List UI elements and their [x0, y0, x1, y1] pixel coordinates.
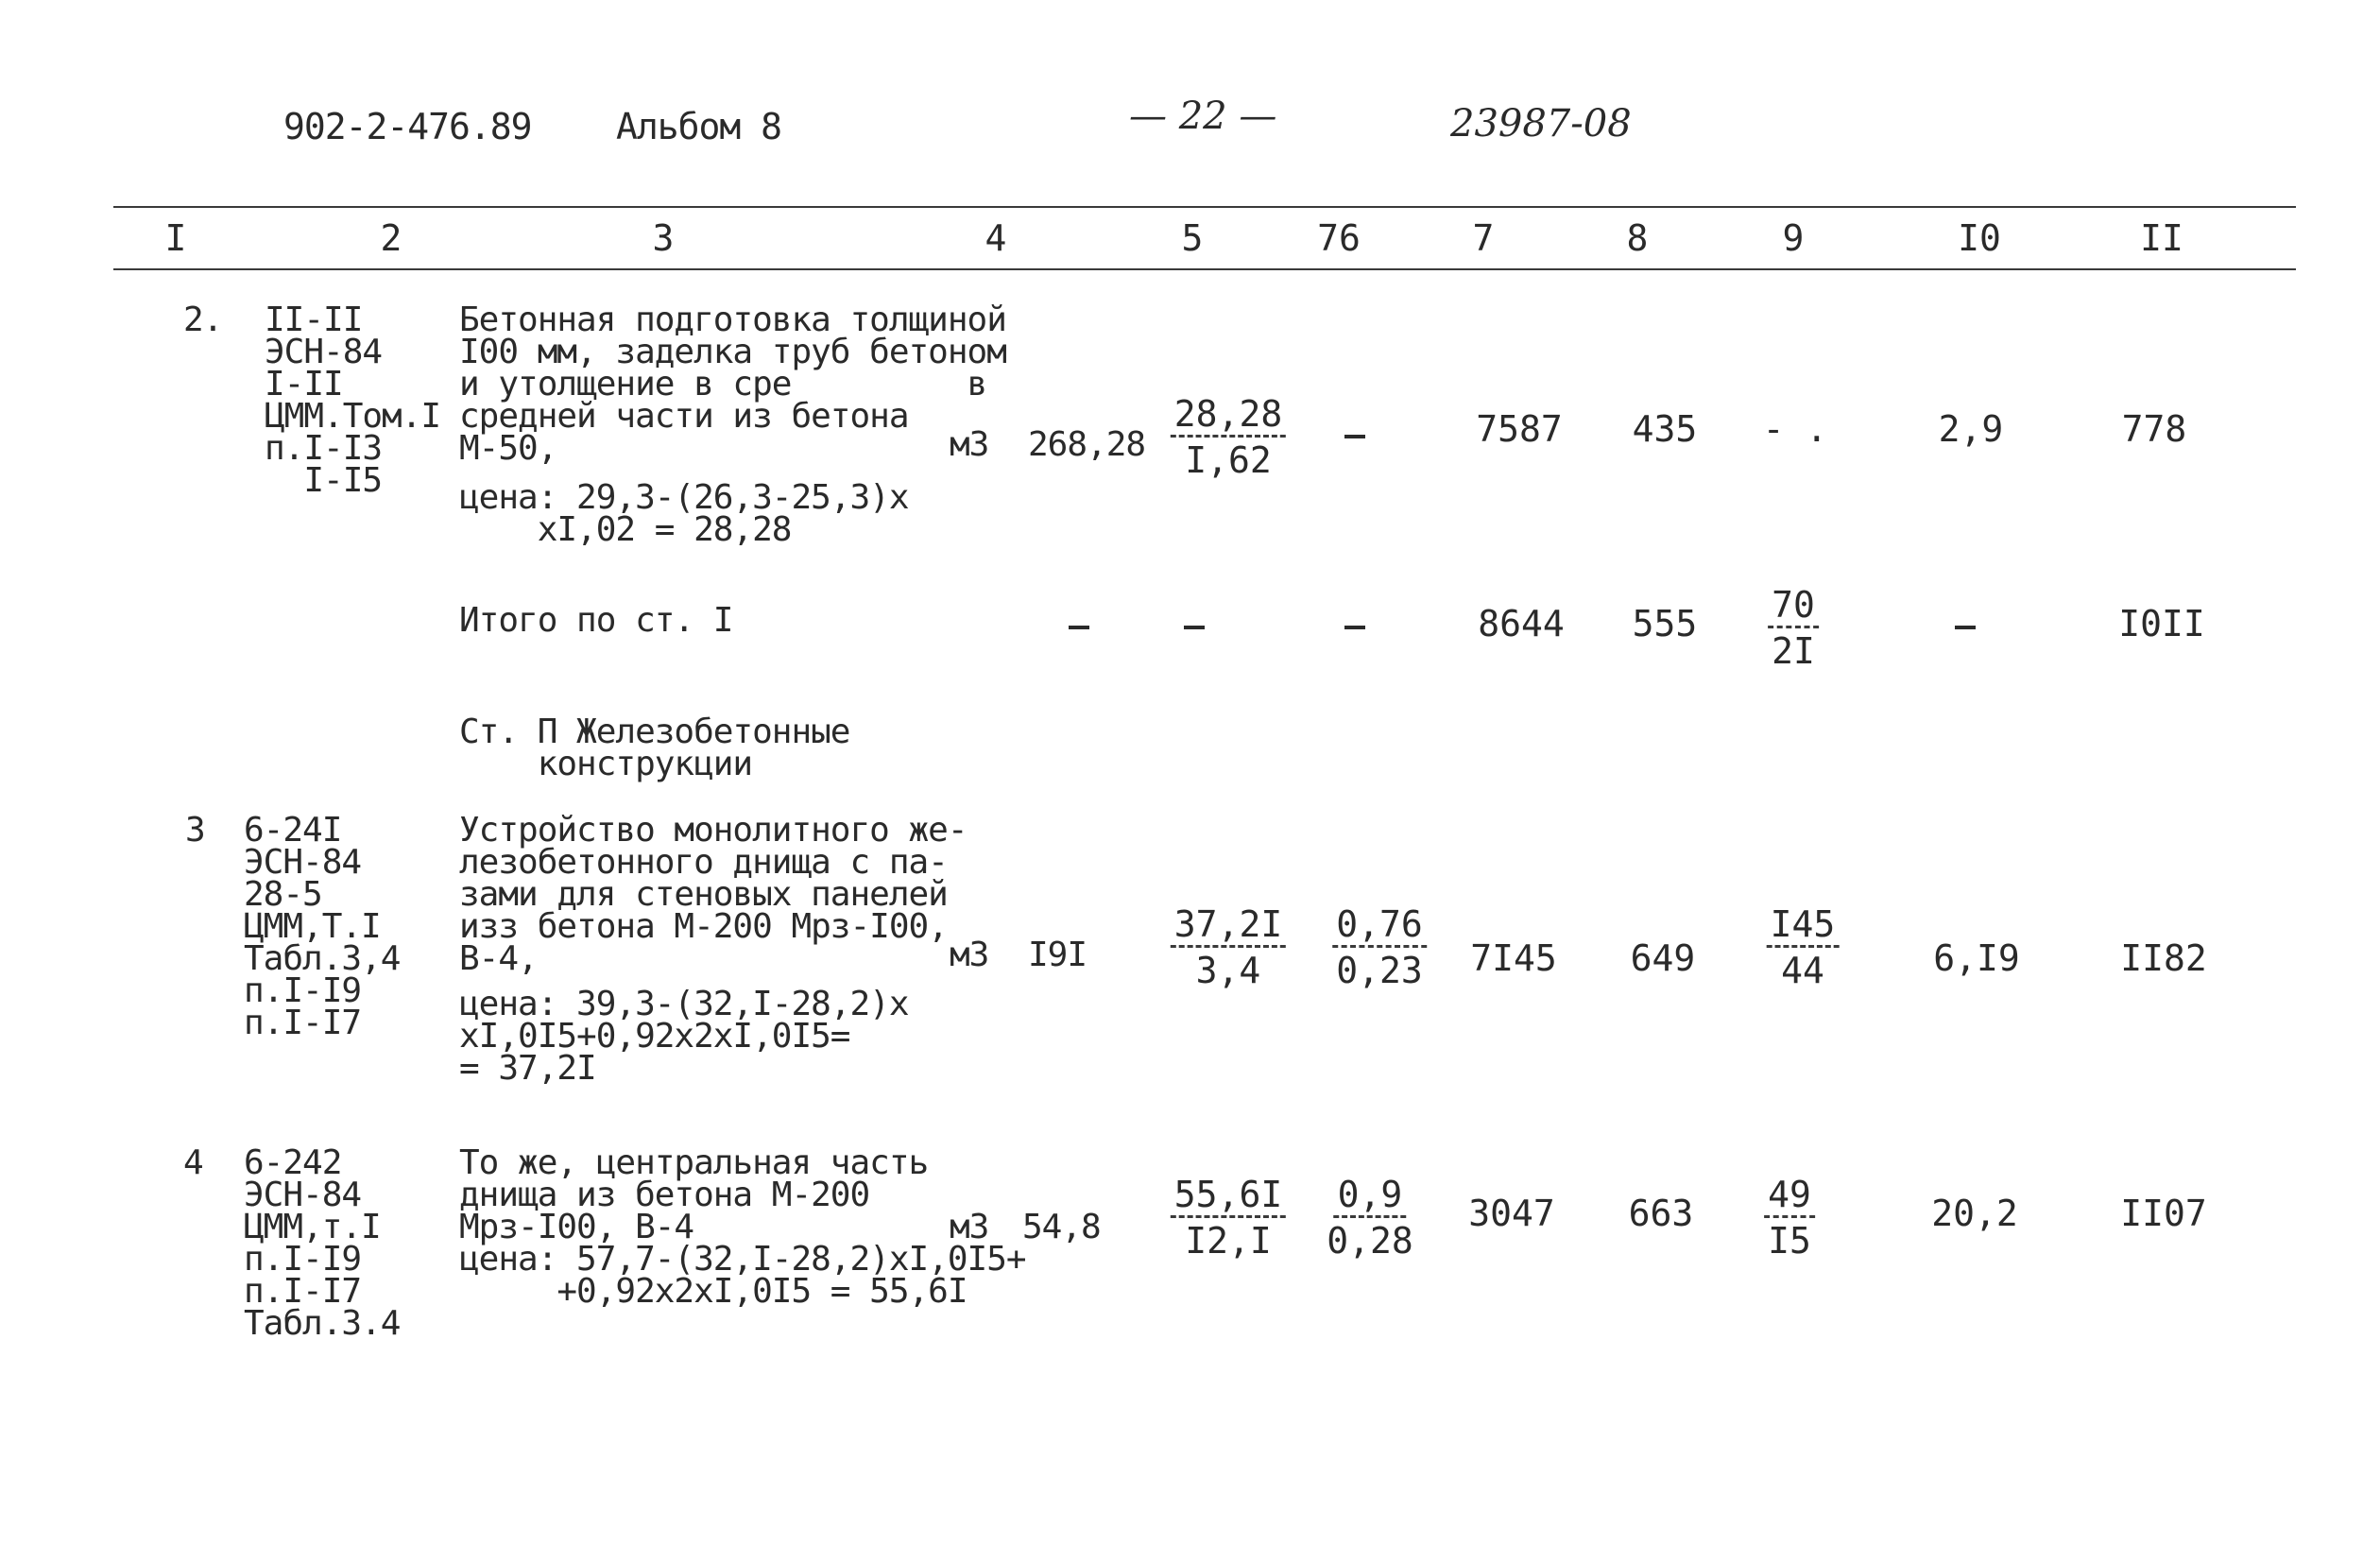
code-line: 6-24I: [244, 811, 342, 850]
wages-cell: 663: [1628, 1193, 1694, 1234]
cost-total-cell: 7I45: [1470, 937, 1557, 979]
wages-cell: 649: [1630, 937, 1696, 979]
column-header-5: 5: [1181, 217, 1204, 259]
fraction-numerator: I45: [1767, 905, 1840, 948]
fraction-numerator: 0,9: [1334, 1176, 1407, 1218]
row-number: 4: [183, 1143, 203, 1182]
fraction-denominator: I5: [1768, 1220, 1811, 1262]
quantity-cell: I9I: [1028, 936, 1087, 974]
code-line: Табл.3.4: [244, 1304, 401, 1343]
desc-line: и утолщение в сре в: [459, 365, 987, 404]
total-label: Итого по ст. I: [459, 601, 733, 640]
fraction-numerator: 49: [1764, 1176, 1815, 1218]
machines-fraction: [1764, 1176, 1815, 1260]
code-line: п.I-I9: [244, 971, 362, 1010]
fraction-numerator: 55,6I: [1171, 1176, 1286, 1218]
desc-line: Бетонная подготовка толщиной: [459, 301, 1006, 339]
fraction-numerator: 70: [1768, 586, 1819, 628]
column-header-6: 76: [1317, 217, 1361, 259]
section-heading: конструкции: [459, 745, 753, 783]
desc-line: зами для стеновых панелей: [459, 875, 948, 914]
desc-line: В-4,: [459, 939, 538, 978]
code-line: ЭСН-84: [244, 843, 362, 882]
price-calc-line: хI,0I5+0,92х2хI,0I5=: [459, 1017, 850, 1056]
code-line: I-II: [265, 365, 343, 404]
code-line: ЦММ,Т.I: [244, 907, 381, 946]
empty-cell-dash: [1344, 435, 1365, 438]
page-number: — 22 —: [1129, 94, 1277, 138]
desc-line: М-50,: [459, 429, 557, 468]
column-header-8: 8: [1626, 217, 1649, 259]
column-header-2: 2: [380, 217, 402, 259]
total-machines-fraction: [1768, 586, 1819, 670]
price-calc-line: цена: 29,3-(26,3-25,3)х: [459, 478, 909, 517]
fraction-denominator: 3,4: [1195, 950, 1261, 991]
labor-total-cell: II82: [2120, 937, 2207, 979]
unit-price-fraction: [1171, 395, 1286, 479]
album-label: Альбом 8: [616, 106, 782, 147]
row-number: 3: [185, 811, 205, 850]
unit-cell: м3: [950, 936, 989, 974]
column-header-9: 9: [1782, 217, 1805, 259]
section-heading: Ст. П Железобетонные: [459, 713, 850, 751]
empty-cell-dash: [1344, 626, 1365, 629]
fraction-denominator: I2,I: [1185, 1220, 1272, 1262]
code-line: Табл.3,4: [244, 939, 401, 978]
labor-unit-cell: 2,9: [1938, 408, 2004, 450]
desc-line: средней части из бетона: [459, 397, 909, 436]
desc-line: изз бетона М-200 Мрз-I00,: [459, 907, 948, 946]
fraction-denominator: I,62: [1185, 439, 1272, 481]
cost-total-cell: 3047: [1468, 1193, 1555, 1234]
column-header-4: 4: [985, 217, 1007, 259]
code-line: ЦММ.Том.I: [265, 397, 441, 436]
code-line: I-I5: [265, 461, 383, 500]
total-wages-cell: 555: [1632, 603, 1698, 644]
fraction-numerator: 37,2I: [1171, 905, 1286, 948]
doc-code: 902-2-476.89: [283, 106, 532, 147]
total-cost-cell: 8644: [1478, 603, 1565, 644]
code-line: II-II: [265, 301, 363, 339]
column-header-1: I: [164, 217, 187, 259]
total-labor-cell: I0II: [2118, 603, 2205, 644]
fraction-numerator: 28,28: [1171, 395, 1286, 438]
fraction-numerator: 0,76: [1332, 905, 1427, 948]
desc-line: лезобетонного днища с па-: [459, 843, 948, 882]
fraction-denominator: 0,23: [1336, 950, 1423, 991]
desc-line: Мрз-I00, В-4: [459, 1208, 694, 1246]
code-line: п.I-I7: [244, 1272, 362, 1311]
unit-price-fraction: [1171, 1176, 1286, 1260]
machines-cell: - .: [1762, 408, 1828, 450]
desc-line: днища из бетона М-200: [459, 1176, 870, 1214]
code-line: 28-5: [244, 875, 322, 914]
empty-cell-dash: [1955, 626, 1976, 629]
quantity-cell: 54,8: [1022, 1208, 1101, 1246]
table-header-rule: [113, 268, 2296, 270]
price-calc-line: +0,92х2хI,0I5 = 55,6I: [459, 1272, 967, 1311]
column-header-3: 3: [652, 217, 675, 259]
price-calc-line: цена: 57,7-(32,I-28,2)хI,0I5+: [459, 1240, 1026, 1279]
labor-total-cell: 778: [2121, 408, 2187, 450]
fraction-denominator: 44: [1781, 950, 1824, 991]
code-line: п.I-I9: [244, 1240, 362, 1279]
code-line: п.I-I7: [244, 1004, 362, 1042]
unit-price-fraction: [1171, 905, 1286, 989]
code-line: п.I-I3: [265, 429, 383, 468]
empty-cell-dash: [1184, 626, 1205, 629]
unit-cell: м3: [950, 1208, 989, 1246]
fraction-denominator: 2I: [1772, 630, 1815, 672]
machines-fraction: [1767, 905, 1840, 989]
code-line: ЭСН-84: [265, 333, 383, 371]
column-header-10: I0: [1958, 217, 2001, 259]
code-line: ЦММ,т.I: [244, 1208, 381, 1246]
unit-cell: м3: [950, 425, 989, 464]
desc-line: Устройство монолитного же-: [459, 811, 967, 850]
price-calc-line: = 37,2I: [459, 1049, 596, 1088]
wages-cell: 435: [1632, 408, 1698, 450]
column-header-11: II: [2140, 217, 2183, 259]
price-calc-line: хI,02 = 28,28: [459, 510, 792, 549]
price-calc-line: цена: 39,3-(32,I-28,2)х: [459, 985, 909, 1023]
wages-fraction: [1332, 905, 1427, 989]
row-number: 2.: [183, 301, 223, 339]
wages-fraction: [1327, 1176, 1413, 1260]
labor-total-cell: II07: [2120, 1193, 2207, 1234]
empty-cell-dash: [1069, 626, 1089, 629]
desc-line: То же, центральная часть: [459, 1143, 929, 1182]
labor-unit-cell: 6,I9: [1933, 937, 2020, 979]
column-header-7: 7: [1472, 217, 1495, 259]
code-line: 6-242: [244, 1143, 342, 1182]
archive-stamp: 23987-08: [1450, 102, 1632, 146]
code-line: ЭСН-84: [244, 1176, 362, 1214]
cost-total-cell: 7587: [1476, 408, 1563, 450]
fraction-denominator: 0,28: [1327, 1220, 1413, 1262]
table-top-rule: [113, 206, 2296, 208]
desc-line: I00 мм, заделка труб бетоном: [459, 333, 1006, 371]
quantity-cell: 268,28: [1028, 425, 1146, 464]
labor-unit-cell: 20,2: [1931, 1193, 2018, 1234]
